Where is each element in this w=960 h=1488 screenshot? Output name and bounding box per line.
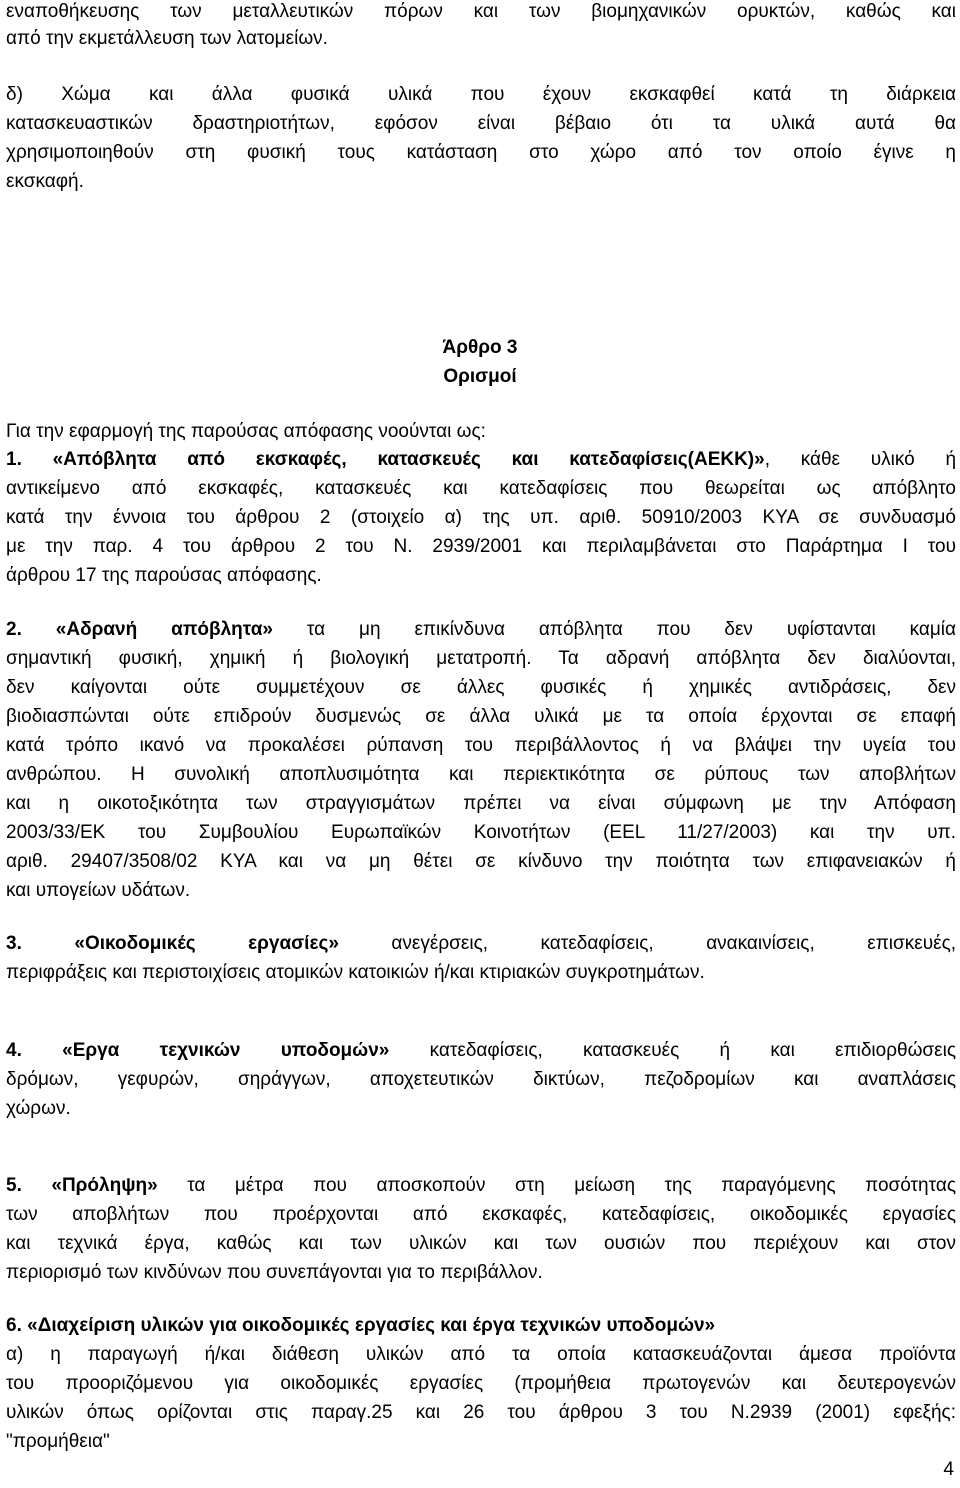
definition-1-number: 1. [6,449,22,470]
text-line: α) η παραγωγή ή/και διάθεση υλικών από τα οποία κατασκευάζονται άμεσα προϊόντα [6,1344,956,1365]
text-line: κατασκευαστικών δραστηριοτήτων, εφόσον είναι βέβαιο ότι τα υλικά αυτά θα [6,113,956,134]
definition-5-first-line: 5. «Πρόληψη» τα μέτρα που αποσκοπούν στη μείωση της παραγόμενης ποσότητας [6,1175,956,1196]
text-line: υλικών όπως ορίζονται στις παραγ.25 και 26 του άρθρου 3 του Ν.2939 (2001) εφεξής: [6,1402,956,1423]
text-line: χρησιμοποιηθούν στη φυσική τους κατάσταση στο χώρο από τον οποίο έγινε η [6,142,956,163]
definition-4-term: «Εργα τεχνικών υποδομών» [62,1040,390,1061]
article-number: Άρθρο 3 [442,337,518,358]
definition-3-number: 3. [6,933,22,954]
definition-5-number: 5. [6,1175,22,1196]
definition-3-term: «Οικοδομικές εργασίες» [74,933,339,954]
page-number: 4 [943,1459,954,1480]
text-line: του προοριζόμενου για οικοδομικές εργασίες (προμήθεια πρωτογενών και δευτερογενών [6,1373,956,1394]
text-line: κατά τρόπο ικανό να προκαλέσει ρύπανση του περιβάλλοντος ή να βλάψει την υγεία του [6,735,956,756]
text-line: περιφράξεις και περιστοιχίσεις ατομικών κατοικιών ή/και κτιριακών συγκροτημάτων. [6,962,705,983]
definition-4-number: 4. [6,1040,22,1061]
text-line: αριθ. 29407/3508/02 ΚΥΑ και να μη θέτει σε κίνδυνο την ποιότητα των επιφανειακών ή [6,851,956,872]
text-line: δ) Χώμα και άλλα φυσικά υλικά που έχουν εκσκαφθεί κατά τη διάρκεια [6,84,956,105]
text-line: από την εκμετάλλευση των λατομείων. [6,28,328,49]
text-line: δρόμων, γεφυρών, σηράγγων, αποχετευτικών δικτύων, πεζοδρομίων και αναπλάσεις [6,1069,956,1090]
definition-1-first-line: 1. «Απόβλητα από εκσκαφές, κατασκευές και κατεδαφίσεις(ΑΕΚΚ)», κάθε υλικό ή [6,449,957,470]
text-line: 2003/33/ΕΚ του Συμβουλίου Ευρωπαϊκών Κοινοτήτων (EEL 11/27/2003) και την υπ. [6,822,956,843]
text-line: περιορισμό των κινδύνων που συνεπάγονται για το περιβάλλον. [6,1262,543,1283]
text-line: δεν καίγονται ούτε συμμετέχουν σε άλλες φυσικές ή χημικές αντιδράσεις, δεν [6,677,956,698]
definition-4-first-line: 4. «Εργα τεχνικών υποδομών» κατεδαφίσεις, κατασκευές ή και επιδιορθώσεις [6,1040,956,1061]
text-line: χώρων. [6,1098,71,1119]
text-line: άρθρου 17 της παρούσας απόφασης. [6,565,322,586]
text-line: εκσκαφή. [6,171,84,192]
definition-2-term: «Αδρανή απόβλητα» [55,619,273,640]
definition-1-term: «Απόβλητα από εκσκαφές, κατασκευές και κατεδαφίσεις(ΑΕΚΚ)» [52,449,765,470]
definition-6-heading: 6. «Διαχείριση υλικών για οικοδομικές εργασίες και έργα τεχνικών υποδομών» [6,1315,716,1336]
definition-5-term: «Πρόληψη» [51,1175,158,1196]
text-line: βιοδιασπώνται ούτε επιδρούν δυσμενώς σε άλλα υλικά με τα οποία έρχονται σε επαφή [6,706,956,727]
text-line: με την παρ. 4 του άρθρου 2 του Ν. 2939/2001 και περιλαμβάνεται στο Παράρτημα Ι του [6,536,956,557]
text-line: και υπογείων υδάτων. [6,880,191,901]
text-line: ανθρώπου. Η συνολική αποπλυσιμότητα και περιεκτικότητα σε ρύπους των αποβλήτων [6,764,956,785]
definition-3-first-line: 3. «Οικοδομικές εργασίες» ανεγέρσεις, κατεδαφίσεις, ανακαινίσεις, επισκευές, [6,933,957,954]
definition-2-number: 2. [6,619,22,640]
text-line: και η οικοτοξικότητα των στραγγισμάτων πρέπει να είναι σύμφωνη με την Απόφαση [6,793,956,814]
article-title: Ορισμοί [443,366,517,387]
text-line: των αποβλήτων που προέρχονται από εκσκαφές, κατεδαφίσεις, οικοδομικές εργασίες [6,1204,956,1225]
definition-2-first-line: 2. «Αδρανή απόβλητα» τα μη επικίνδυνα απόβλητα που δεν υφίστανται καμία [6,619,957,640]
text-line: κατά την έννοια του άρθρου 2 (στοιχείο α) της υπ. αριθ. 50910/2003 ΚΥΑ σε συνδυασμό [6,507,956,528]
text-line: εναποθήκευσης των μεταλλευτικών πόρων και των βιομηχανικών ορυκτών, καθώς και [6,1,956,22]
definitions-intro: Για την εφαρμογή της παρούσας απόφασης νοούνται ως: [6,421,486,442]
text-line: αντικείμενο από εκσκαφές, κατασκευές και κατεδαφίσεις που θεωρείται ως απόβλητο [6,478,956,499]
text-line: "προμήθεια" [6,1431,110,1452]
text-line: σημαντική φυσική, χημική ή βιολογική μετατροπή. Τα αδρανή απόβλητα δεν διαλύονται, [6,648,956,669]
text-line: και τεχνικά έργα, καθώς και των υλικών και των ουσιών που περιέχουν και στον [6,1233,956,1254]
